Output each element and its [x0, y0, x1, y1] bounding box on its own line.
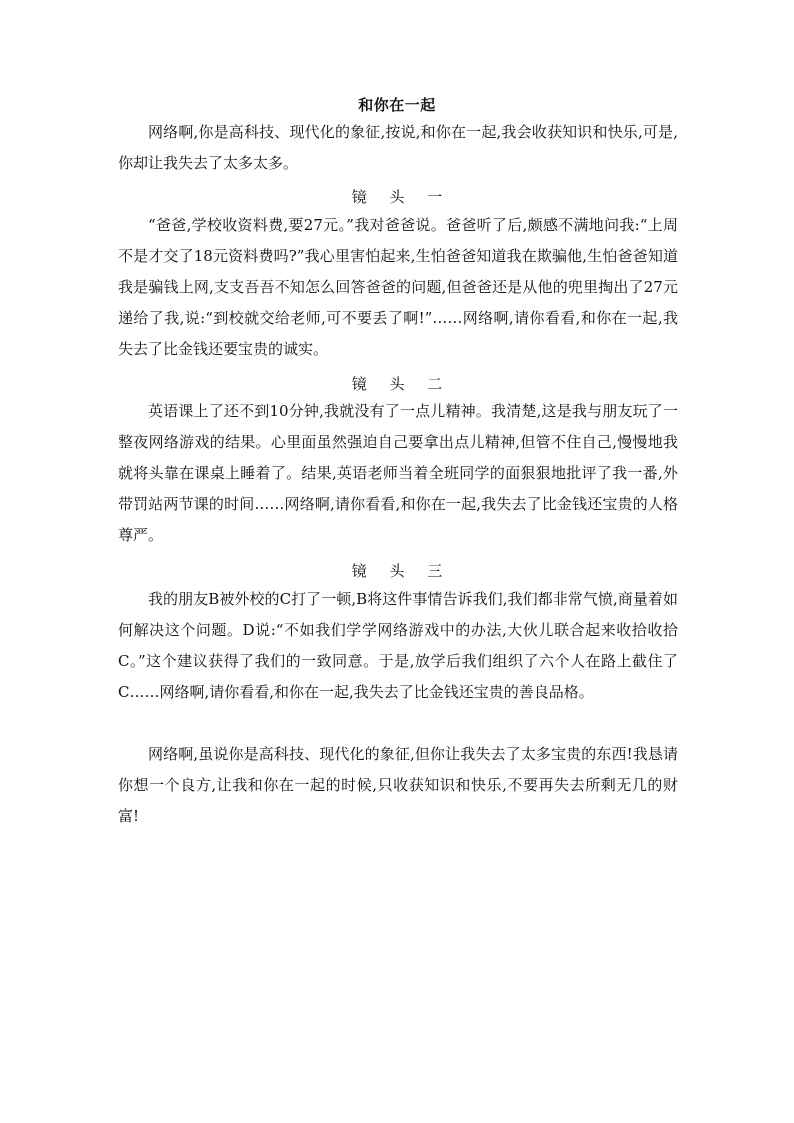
section-paragraph-2: 英语课上了还不到10分钟,我就没有了一点儿精神。我清楚,这是我与朋友玩了一整夜网络游戏的结果。心里面虽然强迫自己要拿出点儿精神,但管不住自己,慢慢地我就将头靠在课桌上睡着了。结果,英语老师当着全班同学的面狠狠地批评了我一番,外带罚站两节课的时间……网络啊,请你看看,和你在一起,我失去了比金钱还宝贵的人格尊严。: [118, 402, 678, 544]
section-heading-3: 镜 头 三: [351, 562, 443, 580]
section-heading-1: 镜 头 一: [351, 188, 443, 206]
section-paragraph-3: 我的朋友B被外校的C打了一顿,B将这件事情告诉我们,我们都非常气愤,商量着如何解决这个问题。D说:“不如我们学学网络游戏中的办法,大伙儿联合起来收拾收拾C。”这个建议获得了我们的一致同意。于是,放学后我们组织了六个人在路上截住了C……网络啊,请你看看,和你在一起,我失去了比金钱还宝贵的善良品格。: [118, 590, 678, 701]
section-heading-2: 镜 头 二: [351, 375, 443, 393]
intro-paragraph: 网络啊,你是高科技、现代化的象征,按说,和你在一起,我会收获知识和快乐,可是,你却让我失去了太多太多。: [118, 123, 678, 172]
section-paragraph-1: “爸爸,学校收资料费,要27元。”我对爸爸说。爸爸听了后,颇感不满地问我:“上周不是才交了18元资料费吗?”我心里害怕起来,生怕爸爸知道我在欺骗他,生怕爸爸知道我是骗钱上网,支支吾吾不知怎么回答爸爸的问题,但爸爸还是从他的兜里掏出了27元递给了我,说:“到校就交给老师,可不要丢了啊!”……网络啊,请你看看,和你在一起,我失去了比金钱还要宝贵的诚实。: [118, 216, 678, 358]
conclusion-paragraph: 网络啊,虽说你是高科技、现代化的象征,但你让我失去了太多宝贵的东西!我恳请你想一个良方,让我和你在一起的时候,只收获知识和快乐,不要再失去所剩无几的财富!: [118, 745, 678, 825]
article-title: 和你在一起: [358, 96, 436, 114]
